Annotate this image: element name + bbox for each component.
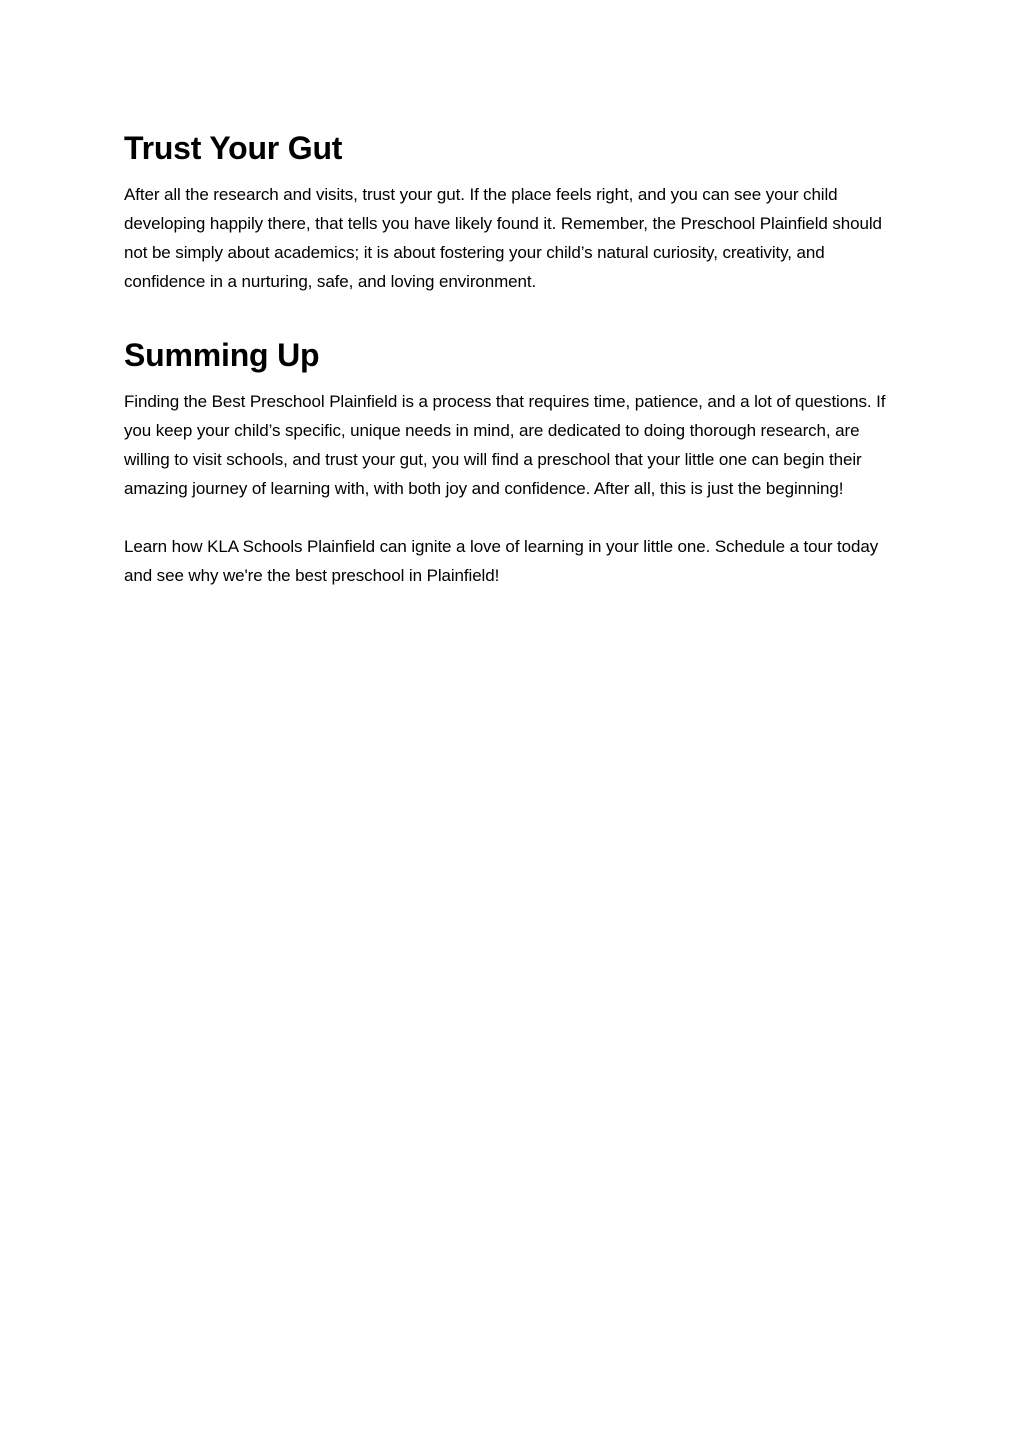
document-content [124, 126, 894, 590]
section-paragraph-summing-up: Finding the Best Preschool Plainfield is a process that requires time, patience, and a lot of questions. If you keep your child’s specific, unique needs in mind, are dedicated to doing thorough research, are willing to visit schools, and trust your gut, you will find a preschool that your little one can begin their amazing journey of learning with, with both joy and confidence. After all, this is just the beginning! [124, 392, 886, 498]
section-heading-trust-your-gut: Trust Your Gut [124, 130, 343, 166]
section-heading-summing-up: Summing Up [124, 337, 320, 373]
call-to-action-paragraph: Learn how KLA Schools Plainfield can ignite a love of learning in your little one. Schedule a tour today and see why we're the best preschool in Plainfield! [124, 537, 879, 585]
section-paragraph-trust-your-gut: After all the research and visits, trust your gut. If the place feels right, and you can see your child developing happily there, that tells you have likely found it. Remember, the Preschool Plainfield should not be simply about academics; it is about fostering your child’s natural curiosity, creativity, and confidence in a nurturing, safe, and loving environment. [124, 185, 882, 291]
